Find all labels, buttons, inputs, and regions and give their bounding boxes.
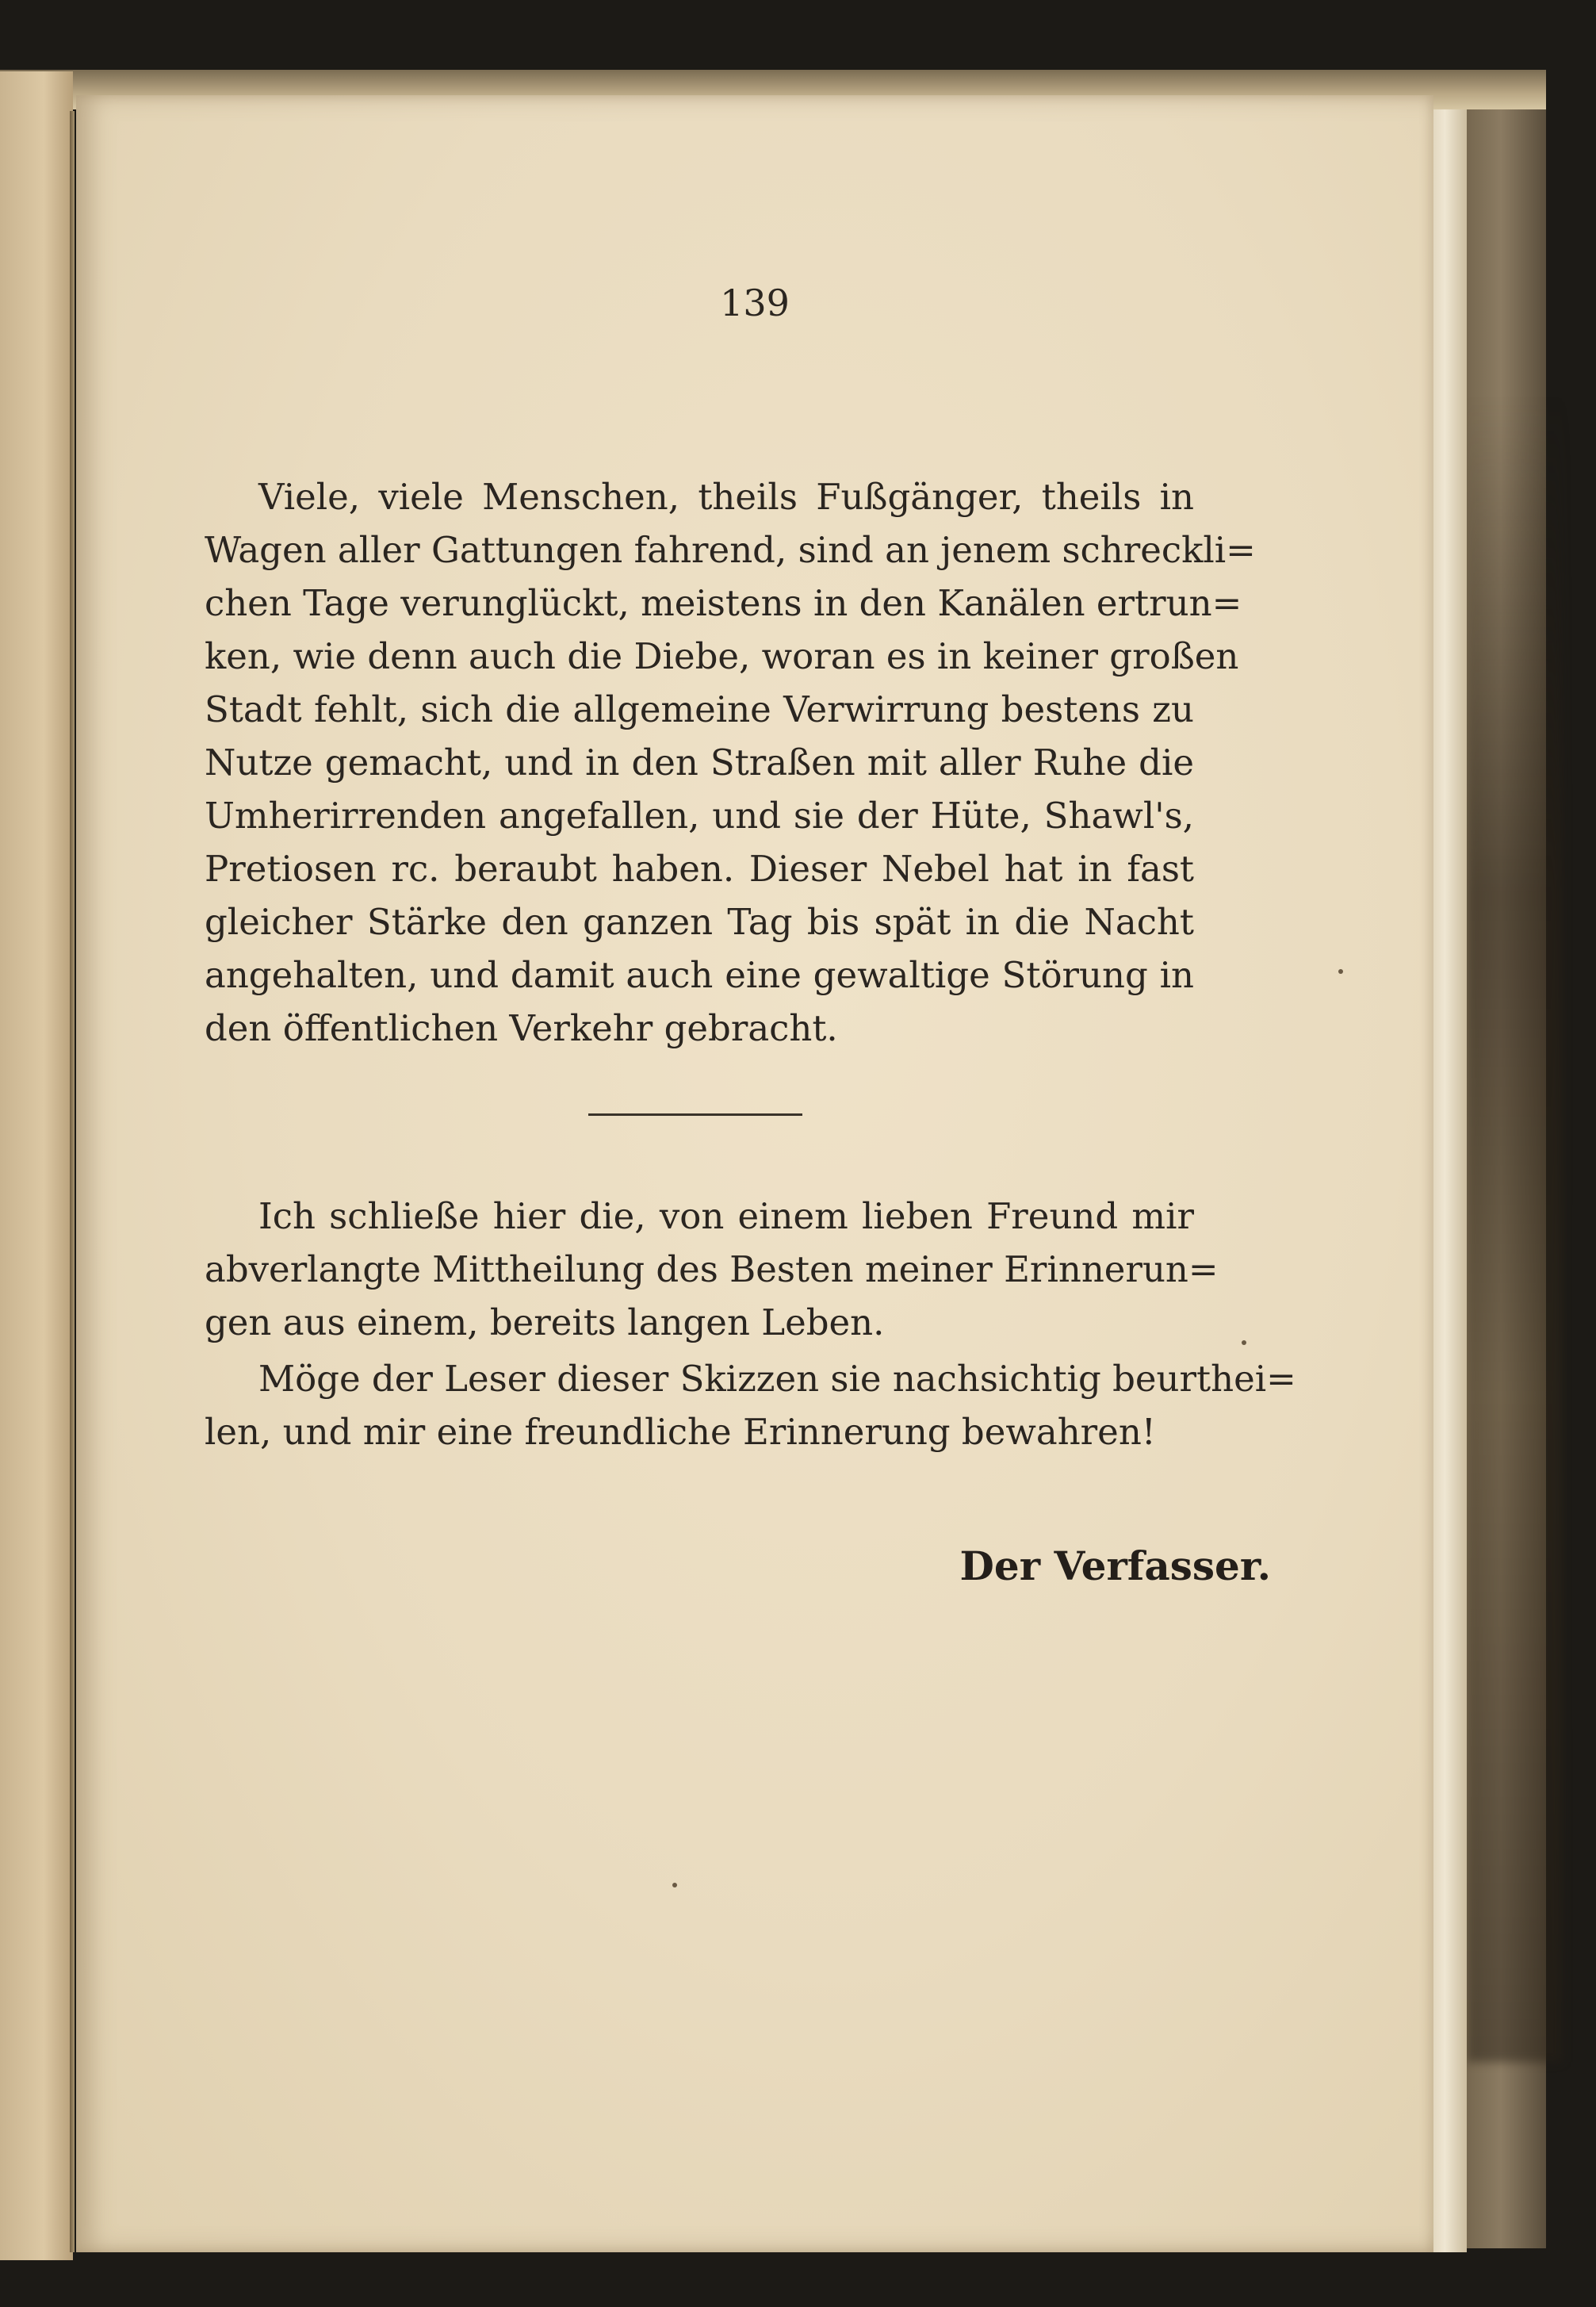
text-line: abverlangte Mittheilung des Besten meiner Erinnerun= bbox=[205, 1248, 1219, 1290]
book-page bbox=[76, 95, 1433, 2252]
facing-page-edge bbox=[0, 71, 73, 2260]
text-line: len, und mir eine freundliche Erinnerung bewahren! bbox=[205, 1411, 1156, 1453]
author-signature: Der Verfasser. bbox=[959, 1542, 1271, 1589]
text-line: Möge der Leser dieser Skizzen sie nachsichtig beurthei= bbox=[258, 1358, 1296, 1400]
page-number: 139 bbox=[720, 282, 790, 324]
text-line: Wagen aller Gattungen fahrend, sind an jenem schreckli= bbox=[205, 529, 1256, 571]
paragraph-closing bbox=[205, 1190, 1219, 1349]
text-line: Ich schließe hier die, von einem lieben Freund mir bbox=[258, 1195, 1194, 1237]
book-spine bbox=[70, 111, 75, 2252]
text-line: Nutze gemacht, und in den Straßen mit aller Ruhe die bbox=[205, 742, 1194, 784]
section-divider bbox=[588, 1113, 802, 1116]
text-line: chen Tage verunglückt, meistens in den Kanälen ertrun= bbox=[205, 582, 1242, 624]
paper-speck bbox=[1242, 1340, 1246, 1345]
paragraph-fog-accidents bbox=[205, 470, 1256, 1055]
text-line: gleicher Stärke den ganzen Tag bis spät in die Nacht bbox=[205, 901, 1194, 943]
text-line: den öffentlichen Verkehr gebracht. bbox=[205, 1007, 838, 1049]
text-line: gen aus einem, bereits langen Leben. bbox=[205, 1301, 885, 1343]
text-line: angehalten, und damit auch eine gewaltige Störung in bbox=[205, 954, 1194, 996]
text-line: Umherirrenden angefallen, und sie der Hüte, Shawl's, bbox=[205, 795, 1194, 837]
text-line: Pretiosen rc. beraubt haben. Dieser Nebel hat in fast bbox=[205, 848, 1194, 890]
paragraph-reader-wish bbox=[205, 1352, 1296, 1458]
text-line: ken, wie denn auch die Diebe, woran es in keiner großen bbox=[205, 635, 1239, 677]
cover-stain bbox=[1467, 397, 1562, 2062]
paper-speck bbox=[672, 1883, 677, 1887]
text-line: Stadt fehlt, sich die allgemeine Verwirrung bestens zu bbox=[205, 688, 1194, 730]
text-line: Viele, viele Menschen, theils Fußgänger, theils in bbox=[258, 476, 1194, 518]
paper-speck bbox=[1338, 969, 1343, 974]
